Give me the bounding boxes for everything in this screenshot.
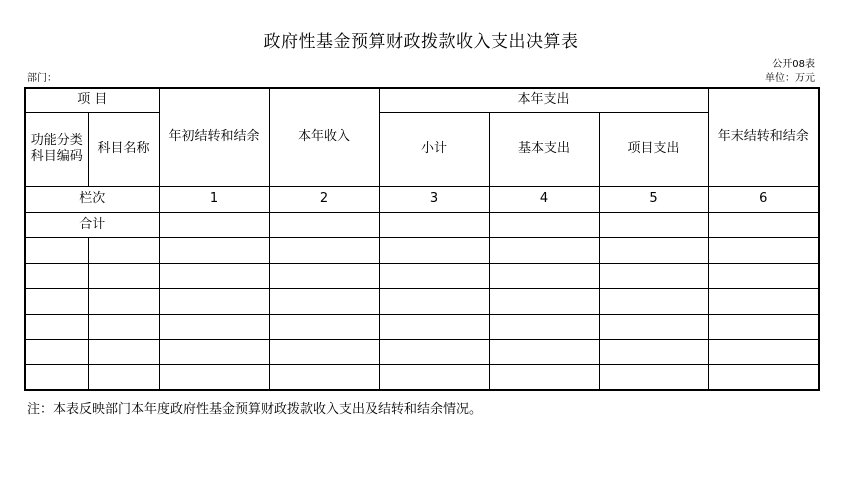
table-cell xyxy=(159,314,269,339)
table-cell xyxy=(269,237,379,263)
table-cell xyxy=(708,263,819,288)
column-index-6: 6 xyxy=(708,186,819,212)
table-cell xyxy=(25,288,88,314)
table-cell xyxy=(25,364,88,390)
table-cell xyxy=(269,288,379,314)
table-cell xyxy=(599,364,708,390)
table-cell xyxy=(599,314,708,339)
header-row-2 xyxy=(25,112,819,186)
form-number: 公开08表 xyxy=(772,59,815,70)
table-cell xyxy=(379,237,489,263)
table-cell xyxy=(708,314,819,339)
table-cell xyxy=(599,263,708,288)
total-cell xyxy=(379,212,489,237)
table-cell xyxy=(708,237,819,263)
table-row xyxy=(25,364,819,390)
header-function-code xyxy=(25,112,88,186)
table-cell xyxy=(379,288,489,314)
table-cell xyxy=(159,237,269,263)
column-index-row xyxy=(25,186,819,212)
total-row xyxy=(25,212,819,237)
table-cell xyxy=(379,339,489,364)
header-function-code-line-2: 科目编码 xyxy=(30,149,83,164)
header-row-1 xyxy=(25,88,819,112)
table-cell xyxy=(88,314,159,339)
total-cell xyxy=(708,212,819,237)
table-cell xyxy=(269,263,379,288)
table-row xyxy=(25,288,819,314)
table-cell xyxy=(708,288,819,314)
table-cell xyxy=(88,263,159,288)
table-cell xyxy=(489,364,599,390)
table-cell xyxy=(25,237,88,263)
table-cell xyxy=(159,263,269,288)
table-cell xyxy=(88,364,159,390)
column-index-3: 3 xyxy=(379,186,489,212)
table-cell xyxy=(159,288,269,314)
table-cell xyxy=(159,339,269,364)
header-function-code-line-1: 功能分类 xyxy=(30,133,83,148)
table-cell xyxy=(88,288,159,314)
total-cell xyxy=(489,212,599,237)
table-cell xyxy=(599,339,708,364)
table-cell xyxy=(25,314,88,339)
table-row xyxy=(25,263,819,288)
header-subtotal: 小计 xyxy=(379,112,489,186)
header-current-income: 本年收入 xyxy=(269,88,379,186)
column-index-4: 4 xyxy=(489,186,599,212)
table-row xyxy=(25,339,819,364)
table-cell xyxy=(269,364,379,390)
total-cell xyxy=(159,212,269,237)
table-cell xyxy=(159,364,269,390)
table-row xyxy=(25,237,819,263)
table-cell xyxy=(708,339,819,364)
table-row xyxy=(25,314,819,339)
table-cell xyxy=(599,288,708,314)
column-index-5: 5 xyxy=(599,186,708,212)
table-cell xyxy=(489,314,599,339)
table-cell xyxy=(599,237,708,263)
column-index-2: 2 xyxy=(269,186,379,212)
footnote: 注：本表反映部门本年度政府性基金预算财政拨款收入支出及结转和结余情况。 xyxy=(27,402,483,417)
table-cell xyxy=(269,339,379,364)
page-title: 政府性基金预算财政拨款收入支出决算表 xyxy=(263,32,579,52)
total-label: 合计 xyxy=(25,212,159,237)
table-cell xyxy=(379,314,489,339)
report-table xyxy=(24,87,820,391)
table-cell xyxy=(88,237,159,263)
total-cell xyxy=(269,212,379,237)
table-cell xyxy=(708,364,819,390)
table-cell xyxy=(379,364,489,390)
table-cell xyxy=(25,339,88,364)
header-subject-name: 科目名称 xyxy=(88,112,159,186)
table-cell xyxy=(269,314,379,339)
unit-label: 单位：万元 xyxy=(765,73,815,84)
header-closing-balance: 年末结转和结余 xyxy=(708,88,819,186)
table-cell xyxy=(489,263,599,288)
header-project-expenditure: 项目支出 xyxy=(599,112,708,186)
column-index-label: 栏次 xyxy=(25,186,159,212)
header-item: 项 目 xyxy=(25,88,159,112)
table-cell xyxy=(88,339,159,364)
table-cell xyxy=(379,263,489,288)
header-current-expenditure: 本年支出 xyxy=(379,88,708,112)
header-basic-expenditure: 基本支出 xyxy=(489,112,599,186)
column-index-1: 1 xyxy=(159,186,269,212)
table-cell xyxy=(489,237,599,263)
table-cell xyxy=(489,288,599,314)
total-cell xyxy=(599,212,708,237)
table-cell xyxy=(489,339,599,364)
table-cell xyxy=(25,263,88,288)
header-opening-balance: 年初结转和结余 xyxy=(159,88,269,186)
department-label: 部门： xyxy=(27,73,57,84)
